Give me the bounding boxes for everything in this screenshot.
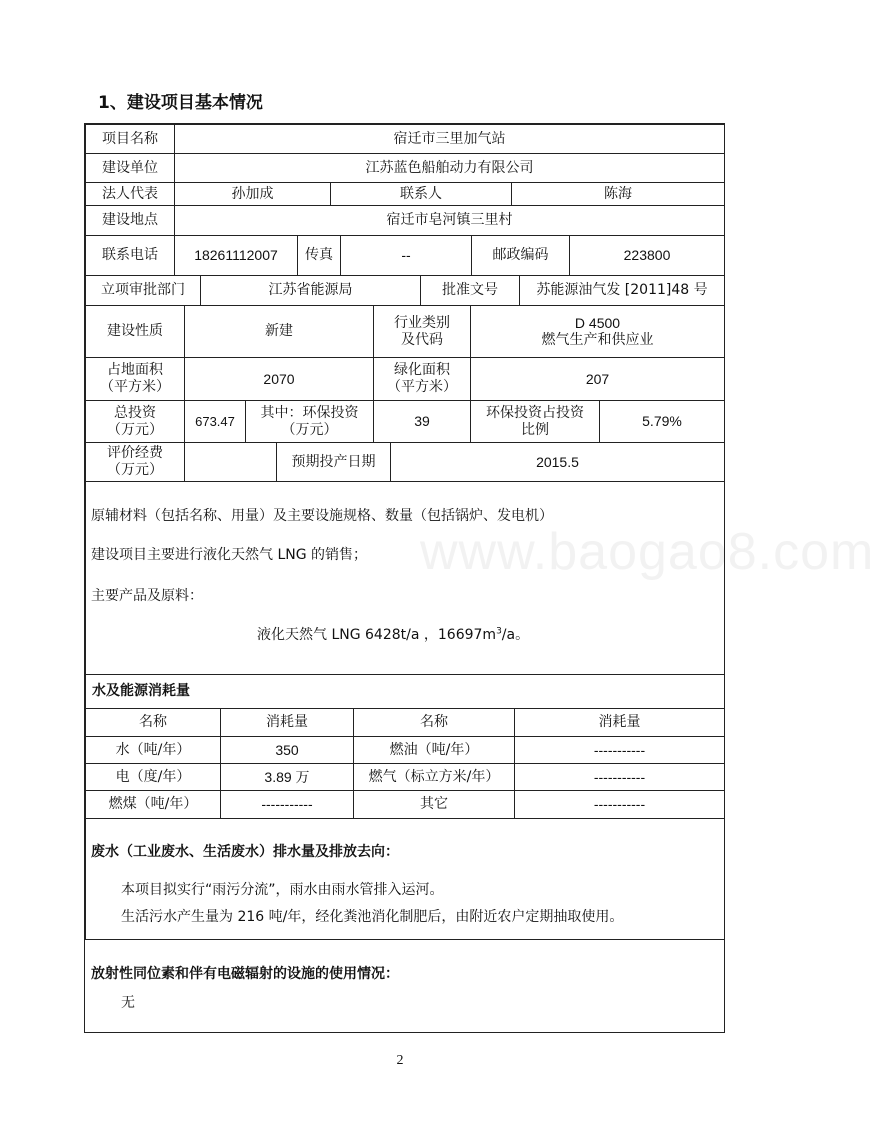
- industry-value: [470, 305, 725, 358]
- energy-row-name-2: 燃气（标立方米/年）: [353, 763, 515, 791]
- page-number: 2: [396, 1053, 404, 1068]
- invest-value: 673.47: [184, 400, 246, 443]
- energy-header-amount-2: 消耗量: [514, 708, 725, 737]
- product-superscript: 3: [496, 626, 502, 637]
- energy-row-amount-1: -----------: [220, 790, 354, 819]
- phone-label: 联系电话: [85, 235, 175, 276]
- approval-value: 江苏省能源局: [200, 275, 421, 306]
- contact-value: 陈海: [511, 182, 725, 206]
- fax-value: --: [340, 235, 472, 276]
- energy-row-amount-1: 3.89 万: [220, 763, 354, 791]
- energy-row-name-1: 电（度/年）: [85, 763, 221, 791]
- start-date-value: 2015.5: [390, 442, 725, 482]
- legal-value: 孙加成: [174, 182, 331, 206]
- postcode-label: 邮政编码: [471, 235, 570, 276]
- invest-label-line1: 总投资: [114, 404, 156, 421]
- postcode-value: 223800: [569, 235, 725, 276]
- nature-label: 建设性质: [85, 305, 185, 358]
- area-label-line1: 占地面积: [107, 362, 163, 378]
- area-label: [85, 357, 185, 401]
- section-heading: 1、建设项目基本情况: [98, 93, 263, 113]
- phone-value: 18261112007: [174, 235, 298, 276]
- industry-label: [373, 305, 471, 358]
- energy-row-amount-2: -----------: [514, 790, 725, 819]
- doc-number-label: 批准文号: [420, 275, 520, 306]
- wastewater-title: 废水（工业废水、生活废水）排水量及排放去向：: [91, 844, 399, 860]
- energy-row-name-1: 水（吨/年）: [85, 736, 221, 764]
- green-area-label: [373, 357, 471, 401]
- energy-header-name-2: 名称: [353, 708, 515, 737]
- energy-row-amount-2: -----------: [514, 736, 725, 764]
- env-invest-value: 39: [373, 400, 471, 443]
- approval-label: 立项审批部门: [85, 275, 201, 306]
- energy-header-amount-1: 消耗量: [220, 708, 354, 737]
- energy-title: 水及能源消耗量: [85, 674, 725, 709]
- energy-header-name-1: 名称: [85, 708, 221, 737]
- unit-label: 建设单位: [85, 153, 175, 183]
- product-unit: /a。: [501, 627, 530, 643]
- eval-fee-label-line2: （万元）: [107, 462, 163, 478]
- site-value: 宿迁市皂河镇三里村: [174, 205, 725, 236]
- industry-label-line1: 行业类别: [394, 314, 450, 331]
- industry-code: D 4500: [574, 314, 621, 331]
- legal-label: 法人代表: [85, 182, 175, 206]
- doc-number-value: 苏能源油气发 [2011]48 号: [519, 275, 725, 306]
- unit-value: 江苏蓝色船舶动力有限公司: [174, 153, 725, 183]
- energy-row-amount-1: 350: [220, 736, 354, 764]
- area-value: 2070: [184, 357, 374, 401]
- project-name-value: 宿迁市三里加气站: [174, 124, 725, 154]
- green-area-value: 207: [470, 357, 725, 401]
- env-invest-label: [245, 400, 374, 443]
- env-ratio-value: 5.79%: [599, 400, 725, 443]
- contact-label: 联系人: [330, 182, 512, 206]
- green-area-label-line2: （平方米）: [387, 379, 457, 395]
- env-invest-label-line1: 其中：环保投资: [260, 404, 359, 421]
- env-ratio-label: [470, 400, 600, 443]
- site-label: 建设地点: [85, 205, 175, 236]
- wastewater-line2: 生活污水产生量为 216 吨/年，经化粪池消化制肥后，由附近农户定期抽取使用。: [121, 909, 624, 925]
- eval-fee-label-line1: 评价经费: [107, 445, 163, 461]
- materials-line1: 原辅材料（包括名称、用量）及主要设施规格、数量（包括锅炉、发电机）: [91, 508, 553, 524]
- product-text: 液化天然气 LNG 6428t/a ，16697m: [257, 627, 497, 643]
- fax-label: 传真: [297, 235, 341, 276]
- project-name-label: 项目名称: [85, 124, 175, 154]
- start-date-label: 预期投产日期: [276, 442, 391, 482]
- invest-label-line2: （万元）: [107, 421, 163, 438]
- materials-line2: 建设项目主要进行液化天然气 LNG 的销售；: [91, 547, 368, 563]
- project-info-table: [84, 123, 725, 1033]
- energy-row-amount-2: -----------: [514, 763, 725, 791]
- wastewater-line1: 本项目拟实行“雨污分流”，雨水由雨水管排入运河。: [121, 882, 444, 898]
- materials-line3: 主要产品及原料：: [91, 588, 203, 604]
- watermark: www.baogao8.com: [420, 523, 874, 581]
- area-label-line2: （平方米）: [100, 379, 170, 395]
- invest-label: [85, 400, 185, 443]
- industry-name: 燃气生产和供应业: [541, 331, 654, 348]
- energy-row-name-1: 燃煤（吨/年）: [85, 790, 221, 819]
- energy-row-name-2: 燃油（吨/年）: [353, 736, 515, 764]
- industry-label-line2: 及代码: [401, 331, 443, 348]
- eval-fee-value: [184, 442, 277, 482]
- nature-value: 新建: [184, 305, 374, 358]
- radiation-value: 无: [121, 995, 135, 1011]
- radiation-title: 放射性同位素和伴有电磁辐射的设施的使用情况：: [91, 966, 399, 982]
- energy-row-name-2: 其它: [353, 790, 515, 819]
- env-invest-label-line2: （万元）: [281, 421, 338, 438]
- env-ratio-label-line1: 环保投资占投资: [486, 404, 584, 421]
- product-line: [257, 624, 529, 644]
- eval-fee-label: [85, 442, 185, 482]
- green-area-label-line1: 绿化面积: [394, 362, 450, 378]
- env-ratio-label-line2: 比例: [521, 421, 549, 438]
